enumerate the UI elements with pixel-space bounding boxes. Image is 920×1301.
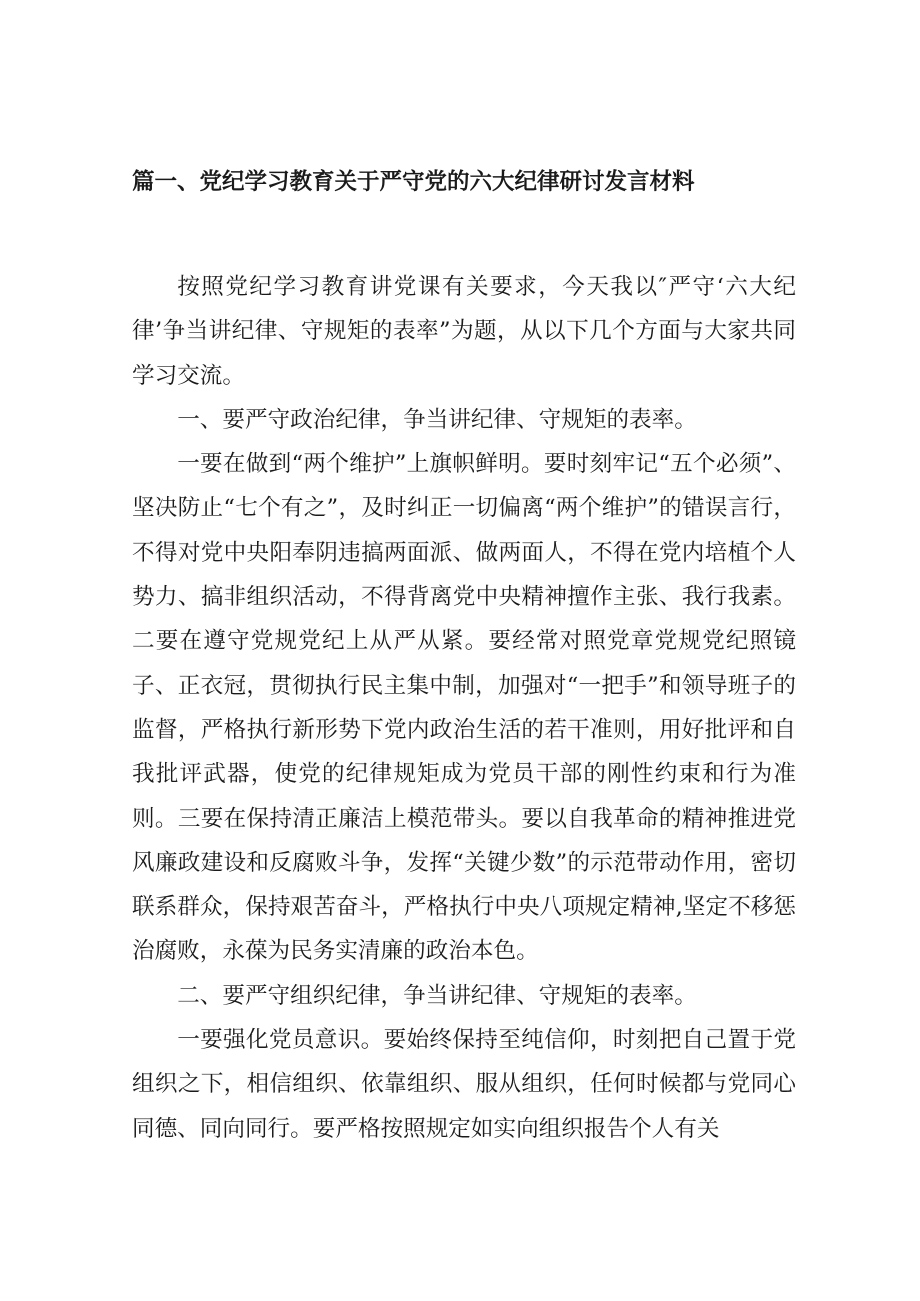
section-heading-organizational-discipline: 二、要严守组织纪律，争当讲纪律、守规矩的表率。: [177, 982, 697, 1009]
paragraph-organizational-discipline: 一要强化党员意识。要始终保持至纯信仰，时刻把自己置于党组织之下，相信组织、依靠组织、服从组织，任何时候都与党同心同德、同向同行。要严格按照规定如实向组织报告个人有关: [132, 1027, 796, 1142]
section-heading-political-discipline: 一、要严守政治纪律，争当讲纪律、守规矩的表率。: [177, 406, 697, 433]
paragraph-political-discipline: 一要在做到“两个维护”上旗帜鲜明。要时刻牢记“五个必须”、坚决防止“七个有之”，及时纠正一切偏离“两个维护”的错误言行，不得对党中央阳奉阴违搞两面派、做两面人，不得在党内培植个人势力、搞非组织活动，不得背离党中央精神擅作主张、我行我素。二要在遵守党规党纪上从严从紧。要经常对照党章党规党纪照镜子、正衣冠，贯彻执行民主集中制，加强对“一把手”和领导班子的监督，严格执行新形势下党内政治生活的若干准则，用好批评和自我批评武器，使党的纪律规矩成为党员干部的刚性约束和行为准则。三要在保持清正廉洁上模范带头。要以自我革命的精神推进党风廉政建设和反腐败斗争，发挥“关键少数”的示范带动作用，密切联系群众，保持艰苦奋斗，严格执行中央八项规定精神,坚定不移惩治腐败，永葆为民务实清廉的政治本色。: [132, 451, 796, 965]
document-body: [132, 265, 796, 1151]
document-title: 篇一、党纪学习教育关于严守党的六大纪律研讨发言材料: [132, 169, 695, 195]
paragraph-intro: 按照党纪学习教育讲党课有关要求，今天我以″严守‘六大纪律’争当讲纪律、守规矩的表率”为题，从以下几个方面与大家共同学习交流。: [132, 274, 796, 389]
